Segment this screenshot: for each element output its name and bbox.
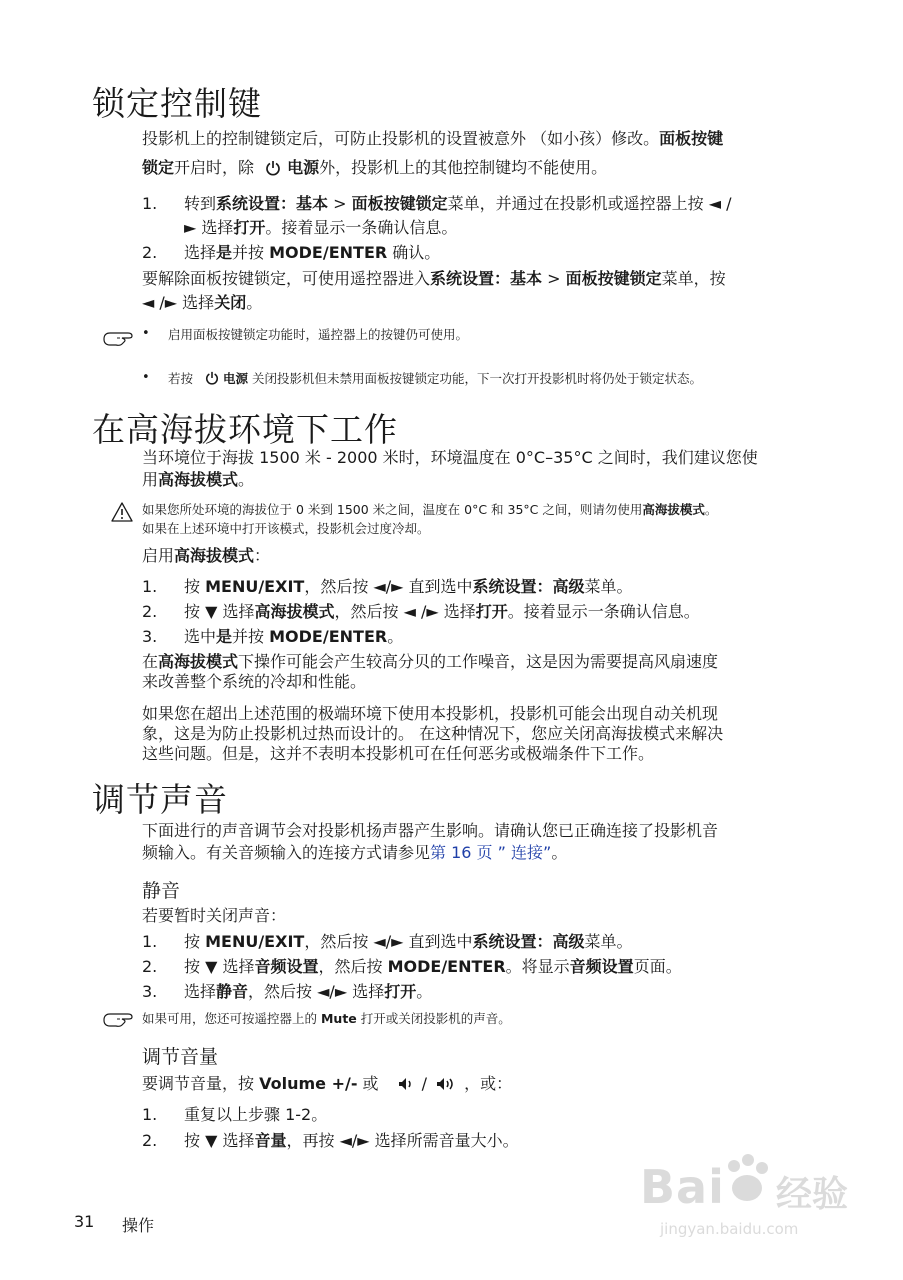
unlock-line-2: ◄ /► 选择关闭。	[142, 293, 263, 312]
mute-intro: 若要暂时关闭声音：	[142, 906, 287, 925]
altitude-warning-line-1: 如果您所处环境的海拔位于 0 米到 1500 米之间，温度在 0°C 和 35°C 之间，则请勿使用高海拔模式。	[142, 502, 718, 517]
extreme-env-line-2: 象，这是为防止投影机过热而设计的。 在这种情况下，您应关闭高海拔模式来解决	[142, 724, 724, 743]
volume-up-icon	[436, 1075, 458, 1097]
sound-intro-line-2: 频输入。有关音频输入的连接方式请参见第 16 页 ” 连接”。	[142, 843, 568, 862]
lock-step-2: 选择是并按 MODE/ENTER 确认。	[184, 243, 441, 262]
page-number: 31	[74, 1212, 95, 1231]
mute-remote-note: 如果可用，您还可按遥控器上的 Mute 打开或关闭投影机的声音。	[142, 1011, 511, 1026]
section-title-high-altitude: 在高海拔环境下工作	[92, 410, 398, 449]
power-icon	[205, 371, 219, 390]
watermark-url: jingyan.baidu.com	[660, 1220, 799, 1238]
watermark-brand-tail: 经验	[776, 1174, 849, 1215]
watermark-brand: Bai	[640, 1160, 725, 1214]
altitude-noise-line-1: 在高海拔模式下操作可能会产生较高分贝的工作噪音，这是因为需要提高风扇速度	[142, 652, 719, 671]
footer-section-name: 操作	[122, 1216, 155, 1235]
extreme-env-line-3: 这些问题。但是，这并不表明本投影机可在任何恶劣或极端条件下工作。	[142, 744, 655, 763]
mute-step-3: 选择静音，然后按 ◄/► 选择打开。	[184, 982, 433, 1001]
altitude-noise-line-2: 来改善整个系统的冷却和性能。	[142, 672, 367, 691]
step-number: 1.	[142, 577, 158, 596]
step-number: 2.	[142, 602, 158, 621]
step-number: 1.	[142, 1105, 158, 1124]
note-lock-persists: 若按 电源 关闭投影机但未禁用面板按键锁定功能，下一次打开投影机时将仍处于锁定状态。	[168, 370, 702, 390]
bullet: •	[142, 326, 150, 341]
baidu-watermark	[630, 1140, 880, 1250]
volume-step-2: 按 ▼ 选择音量，再按 ◄/► 选择所需音量大小。	[184, 1131, 519, 1150]
volume-step-1: 重复以上步骤 1-2。	[184, 1105, 328, 1124]
altitude-intro-line-2: 用高海拔模式。	[142, 470, 255, 489]
volume-heading: 调节音量	[142, 1046, 219, 1068]
mute-step-2: 按 ▼ 选择音频设置，然后按 MODE/ENTER。将显示音频设置页面。	[184, 957, 682, 976]
sound-intro-line-1: 下面进行的声音调节会对投影机扬声器产生影响。请确认您已正确连接了投影机音	[142, 821, 719, 840]
unlock-line-1: 要解除面板按键锁定，可使用遥控器进入系统设置：基本 > 面板按键锁定菜单，按	[142, 269, 726, 288]
section-title-lock-keys: 锁定控制键	[92, 84, 262, 123]
mute-heading: 静音	[142, 880, 181, 902]
altitude-step-3: 选中是并按 MODE/ENTER。	[184, 627, 404, 646]
step-number: 2.	[142, 243, 158, 262]
volume-down-icon	[398, 1075, 416, 1097]
enable-altitude-heading: 启用高海拔模式：	[142, 546, 271, 565]
paw-icon	[720, 1152, 772, 1210]
note-remote-works: 启用面板按键锁定功能时，遥控器上的按键仍可使用。	[168, 327, 469, 342]
note-hand-icon	[102, 330, 136, 352]
connection-page-link[interactable]: 第 16 页 ” 连接”	[430, 843, 552, 862]
altitude-warning-line-2: 如果在上述环境中打开该模式，投影机会过度冷却。	[142, 521, 430, 536]
step-number: 1.	[142, 194, 158, 213]
mute-step-1: 按 MENU/EXIT，然后按 ◄/► 直到选中系统设置：高级菜单。	[184, 932, 633, 951]
lock-intro-line-1: 投影机上的控制键锁定后，可防止投影机的设置被意外 （如小孩）修改。面板按键	[142, 129, 724, 148]
step-number: 1.	[142, 932, 158, 951]
lock-step-1-line-2: ► 选择打开。接着显示一条确认信息。	[184, 218, 458, 237]
warning-icon	[110, 501, 134, 527]
step-number: 3.	[142, 982, 158, 1001]
volume-intro: 要调节音量，按 Volume +/- 或 / ，或：	[142, 1073, 512, 1097]
step-number: 2.	[142, 1131, 158, 1150]
note-hand-icon	[102, 1011, 136, 1033]
power-icon	[265, 160, 281, 182]
altitude-intro-line-1: 当环境位于海拔 1500 米 - 2000 米时，环境温度在 0°C–35°C 之间时，我们建议您使	[142, 448, 758, 467]
lock-step-1-line-1: 转到系统设置：基本 > 面板按键锁定菜单，并通过在投影机或遥控器上按 ◄ /	[184, 194, 732, 213]
altitude-step-2: 按 ▼ 选择高海拔模式，然后按 ◄ /► 选择打开。接着显示一条确认信息。	[184, 602, 700, 621]
extreme-env-line-1: 如果您在超出上述范围的极端环境下使用本投影机，投影机可能会出现自动关机现	[142, 704, 719, 723]
step-number: 2.	[142, 957, 158, 976]
bullet: •	[142, 370, 150, 385]
section-title-sound: 调节声音	[92, 780, 228, 819]
step-number: 3.	[142, 627, 158, 646]
lock-intro-line-2: 锁定开启时，除 电源外，投影机上的其他控制键均不能使用。	[142, 157, 607, 182]
altitude-step-1: 按 MENU/EXIT，然后按 ◄/► 直到选中系统设置：高级菜单。	[184, 577, 633, 596]
